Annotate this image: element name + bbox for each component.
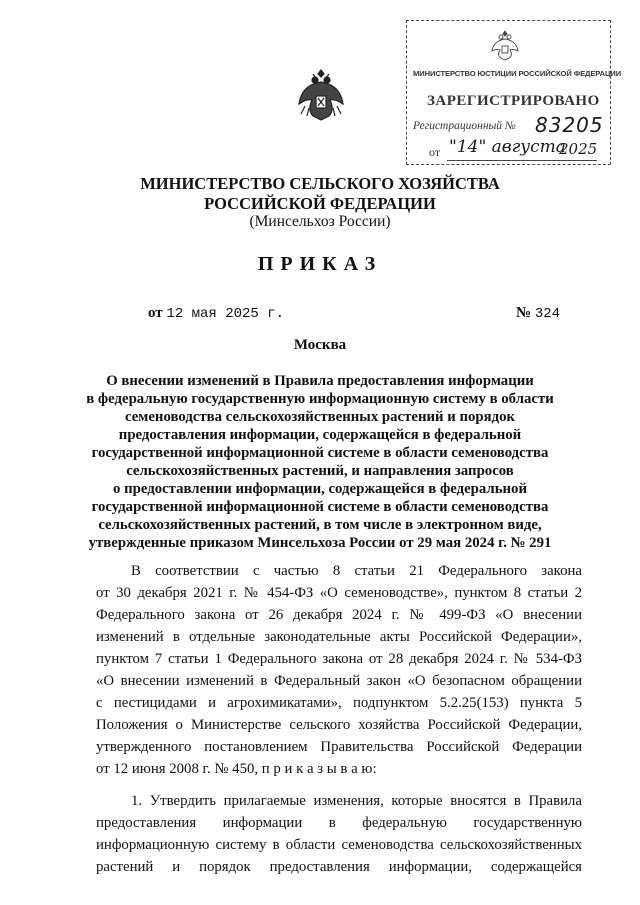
title-line: в федеральную государственную информационную систему в области <box>86 391 554 407</box>
body-text-line: Федерального закона от 26 декабря 2024 г. № 499-ФЗ «О внесении <box>96 607 582 623</box>
stamp-date-underline <box>447 160 597 161</box>
title-line: предоставления информации, содержащейся в федеральной <box>118 427 522 443</box>
title-line: О внесении изменений в Правила предоставления информации <box>106 373 534 389</box>
stamp-coat-of-arms-icon <box>490 29 520 61</box>
city-name: Москва <box>293 337 347 353</box>
body-text-line: от 12 июня 2008 г. № 450, п р и к а з ы в а ю: <box>96 761 377 777</box>
title-line: о предоставлении информации, содержащейся в федеральной <box>112 481 527 497</box>
body-text-line: пунктом 7 статьи 1 Федерального закона от 28 декабря 2024 г. № 534-ФЗ <box>96 651 582 667</box>
order-number <box>516 305 560 322</box>
body-text-line: изменений в отдельные законодательные акты Российской Федерации», <box>96 629 582 645</box>
registration-stamp <box>406 20 622 165</box>
order-date-value: 12 мая 2025 г. <box>166 306 285 322</box>
title-line: государственной информационной системе в области семеноводства <box>91 499 549 515</box>
body-text-line: предоставления информации в федеральную государственную <box>96 815 582 831</box>
body-text-line: «О внесении изменений в Федеральный закон «О безопасном обращении <box>96 673 582 689</box>
order-date <box>148 305 284 322</box>
body-text-line: информационную систему в области семеноводства сельскохозяйственных <box>96 837 582 853</box>
organization-name-line-1: МИНИСТЕРСТВО СЕЛЬСКОГО ХОЗЯЙСТВА <box>140 174 500 193</box>
document-type-title: ПРИКАЗ <box>257 253 383 275</box>
stamp-date-prefix: от <box>429 145 441 159</box>
body-text-line: с пестицидами и агрохимикатами», подпунктом 5.2.25(153) пункта 5 <box>96 695 582 711</box>
title-line: семеноводства сельскохозяйственных растений и порядок <box>124 409 516 425</box>
body-text-line: растений и порядок предоставления информации, содержащейся <box>96 859 582 875</box>
stamp-registered-label: ЗАРЕГИСТРИРОВАНО <box>427 93 600 109</box>
body-text-line: Положения о Министерстве сельского хозяйства Российской Федерации, <box>96 717 582 733</box>
stamp-date-year: 2025 <box>559 140 598 158</box>
order-number-value: 324 <box>534 306 561 322</box>
title-line: утвержденные приказом Минсельхоза России от 29 мая 2024 г. № 291 <box>88 535 552 551</box>
body-text-line: от 30 декабря 2021 г. № 454-ФЗ «О семеноводстве», пунктом 8 статьи 2 <box>96 585 582 601</box>
order-date-prefix: от <box>148 305 163 321</box>
coat-of-arms-icon <box>295 66 347 124</box>
body-text-line: 1. Утвердить прилагаемые изменения, которые вносятся в Правила <box>131 793 582 809</box>
body-text-line: В соответствии с частью 8 статьи 21 Федерального закона <box>131 563 582 579</box>
stamp-date-day-month: "14" августа <box>449 137 566 157</box>
title-line: сельскохозяйственных растений, и направления запросов <box>126 463 514 479</box>
order-number-sign: № <box>516 305 532 321</box>
body-text-line: утвержденного постановлением Правительства Российской Федерации <box>96 739 582 755</box>
stamp-registration-number: 83205 <box>535 113 604 137</box>
stamp-ministry-name: МИНИСТЕРСТВО ЮСТИЦИИ РОССИЙСКОЙ ФЕДЕРАЦИИ <box>413 69 622 78</box>
organization-short-name: (Минсельхоз России) <box>249 213 391 230</box>
title-line: государственной информационной системе в области семеноводства <box>91 445 549 461</box>
stamp-registration-number-label: Регистрационный № <box>413 120 516 132</box>
title-line: сельскохозяйственных растений, в том числе в электронном виде, <box>98 517 542 533</box>
organization-name-line-2: РОССИЙСКОЙ ФЕДЕРАЦИИ <box>204 194 436 213</box>
